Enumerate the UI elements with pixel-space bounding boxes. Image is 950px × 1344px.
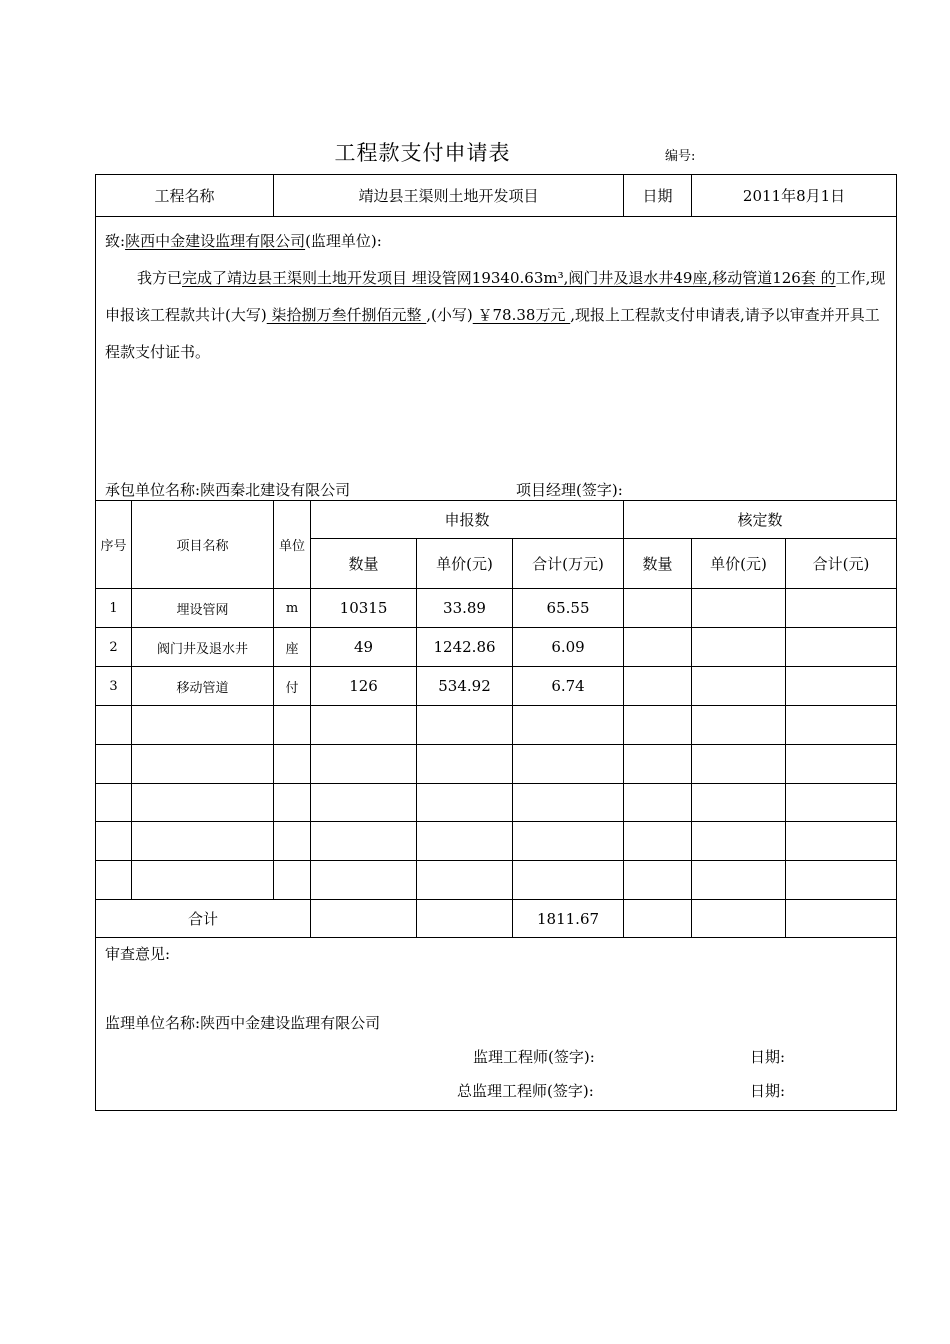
review-opinion-label: 审查意见: bbox=[105, 945, 171, 963]
project-manager-signature-label: 项目经理(签字): bbox=[516, 481, 623, 499]
form-title: 工程款支付申请表 bbox=[334, 141, 511, 165]
chief-engineer-signature-label: 总监理工程师(签字): bbox=[457, 1082, 594, 1100]
row-name: 阀门井及退水井 bbox=[132, 628, 274, 667]
date-value: 2011年8月1日 bbox=[692, 175, 897, 217]
row-approved-qty bbox=[624, 589, 692, 628]
empty-row bbox=[96, 861, 897, 900]
row-name: 移动管道 bbox=[132, 667, 274, 706]
sum-total: 1811.67 bbox=[513, 900, 624, 938]
row-approved-total bbox=[786, 589, 897, 628]
row-price: 534.92 bbox=[417, 667, 513, 706]
declared-group-header: 申报数 bbox=[311, 501, 624, 539]
sum-approved-qty bbox=[624, 900, 692, 938]
empty-row bbox=[96, 745, 897, 784]
declared-price-header: 单价(元) bbox=[417, 539, 513, 589]
approved-price-header: 单价(元) bbox=[692, 539, 786, 589]
table-row bbox=[96, 589, 897, 628]
approved-total-header: 合计(元) bbox=[786, 539, 897, 589]
row-approved-price bbox=[692, 589, 786, 628]
letter-work-description: 完成了靖边县王渠则土地开发项目 埋设管网19340.63m³,阀门井及退水井49座,移动管道126套 的 bbox=[182, 269, 836, 287]
row-unit: 付 bbox=[274, 667, 311, 706]
letter-p1-a: 我方已 bbox=[137, 269, 183, 287]
amount-in-figures: ￥78.38万元 bbox=[472, 306, 571, 324]
row-price: 1242.86 bbox=[417, 628, 513, 667]
review-section bbox=[96, 938, 897, 1111]
row-price: 33.89 bbox=[417, 589, 513, 628]
sum-label: 合计 bbox=[96, 900, 311, 938]
supervisor-unit-line bbox=[105, 1012, 380, 1033]
row-approved-qty bbox=[624, 667, 692, 706]
declared-total-header: 合计(万元) bbox=[513, 539, 624, 589]
row-total: 65.55 bbox=[513, 589, 624, 628]
row-qty: 49 bbox=[311, 628, 417, 667]
contractor-line bbox=[105, 479, 350, 500]
row-total: 6.74 bbox=[513, 667, 624, 706]
sum-price bbox=[417, 900, 513, 938]
sum-approved-price bbox=[692, 900, 786, 938]
row-unit: 座 bbox=[274, 628, 311, 667]
row-total: 6.09 bbox=[513, 628, 624, 667]
row-approved-price bbox=[692, 628, 786, 667]
letter-to-suffix: (监理单位): bbox=[305, 232, 382, 250]
project-name-value: 靖边县王渠则土地开发项目 bbox=[274, 175, 624, 217]
sum-approved-total bbox=[786, 900, 897, 938]
row-name: 埋设管网 bbox=[132, 589, 274, 628]
letter-p1-d: ,现报上工程款支付申请表,请予以审查并开具工程款支付证书。 bbox=[105, 306, 880, 361]
date-label: 日期 bbox=[624, 175, 692, 217]
letter-to-supervisor: 陕西中金建设监理有限公司 bbox=[125, 232, 306, 250]
letter-p1-c: ,(小写) bbox=[426, 306, 473, 324]
payment-application-form bbox=[95, 174, 897, 1111]
engineer-signature-label: 监理工程师(签字): bbox=[473, 1048, 595, 1066]
row-seq: 2 bbox=[96, 628, 132, 667]
col-seq-header: 序号 bbox=[96, 501, 132, 589]
serial-number-label: 编号: bbox=[665, 149, 696, 164]
approved-group-header: 核定数 bbox=[624, 501, 897, 539]
col-unit-header: 单位 bbox=[274, 501, 311, 589]
sum-qty bbox=[311, 900, 417, 938]
contractor-name: 陕西秦北建设有限公司 bbox=[200, 481, 351, 499]
col-name-header: 项目名称 bbox=[132, 501, 274, 589]
project-name-label: 工程名称 bbox=[96, 175, 274, 217]
letter-p1-b: 工作,现申报该工程款共计(大写) bbox=[105, 269, 886, 324]
declared-qty-header: 数量 bbox=[311, 539, 417, 589]
row-qty: 126 bbox=[311, 667, 417, 706]
row-approved-price bbox=[692, 667, 786, 706]
contractor-label: 承包单位名称: bbox=[105, 481, 201, 499]
approved-qty-header: 数量 bbox=[624, 539, 692, 589]
sum-row bbox=[96, 900, 897, 938]
row-seq: 1 bbox=[96, 589, 132, 628]
row-approved-total bbox=[786, 667, 897, 706]
letter-to-prefix: 致: bbox=[105, 232, 126, 250]
supervisor-label: 监理单位名称: bbox=[105, 1014, 201, 1032]
chief-date-label: 日期: bbox=[750, 1082, 786, 1100]
supervisor-name: 陕西中金建设监理有限公司 bbox=[200, 1014, 381, 1032]
empty-row bbox=[96, 822, 897, 861]
table-row bbox=[96, 667, 897, 706]
row-seq: 3 bbox=[96, 667, 132, 706]
row-qty: 10315 bbox=[311, 589, 417, 628]
table-row bbox=[96, 628, 897, 667]
amount-in-words: 柒拾捌万叁仟捌佰元整 bbox=[266, 306, 427, 324]
engineer-date-label: 日期: bbox=[750, 1048, 786, 1066]
empty-row bbox=[96, 706, 897, 745]
application-letter bbox=[96, 217, 897, 501]
row-unit: m bbox=[274, 589, 311, 628]
row-approved-total bbox=[786, 628, 897, 667]
row-approved-qty bbox=[624, 628, 692, 667]
empty-row bbox=[96, 784, 897, 822]
